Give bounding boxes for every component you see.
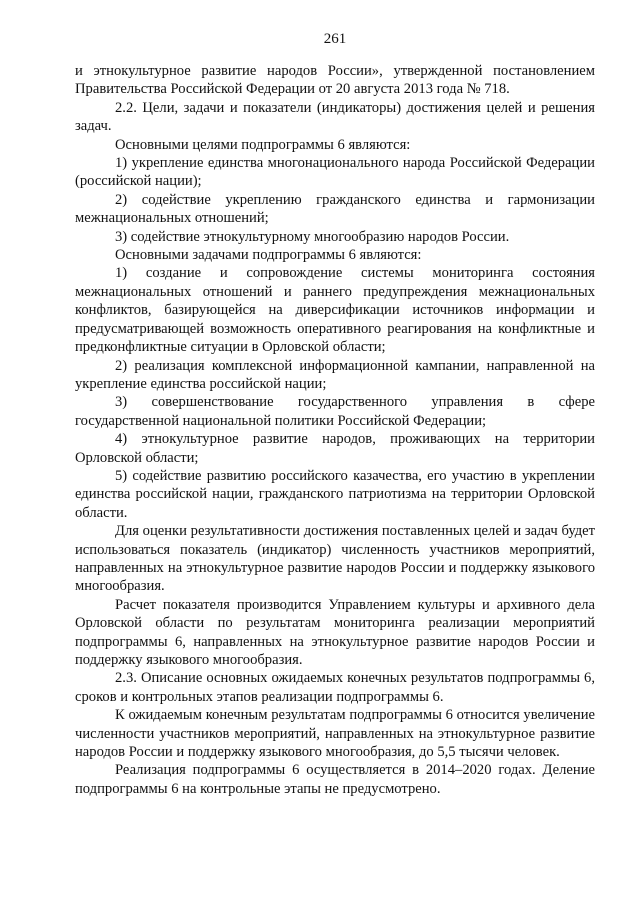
task-item-1: 1) создание и сопровождение системы мониторинга состояния межнациональных отношений и раннего предупреждения межнациональных конфликтов, базирующейся на диверсификации источников информации и предусматривающей возможность оперативного реагирования на конфликтные и предконфликтные ситуации в Орловской области; [75,265,595,356]
paragraph-calculation: Расчет показателя производится Управлением культуры и архивного дела Орловской области по результатам мониторинга реализации мероприятий подпрограммы 6, направленных на этнокультурное развитие народов России и поддержку языкового многообразия. [75,596,595,668]
goal-item-2: 2) содействие укреплению гражданского единства и гармонизации межнациональных отношений; [75,191,595,227]
page-number: 261 [323,31,347,47]
paragraph-continuation: и этнокультурное развитие народов России», утвержденной постановлением Правительства Российской Федерации от 20 августа 2013 года № 718. [75,63,595,98]
goal-item-1: 1) укрепление единства многонационального народа Российской Федерации (российской нации); [75,155,595,190]
task-item-2: 2) реализация комплексной информационной кампании, направленной на укрепление единства российской нации; [75,357,595,392]
task-item-4: 4) этнокультурное развитие народов, проживающих на территории Орловской области; [75,431,595,466]
paragraph-indicator: Для оценки результативности достижения поставленных целей и задач будет использоваться показатель (индикатор) численность участников мероприятий, направленных на этнокультурное развитие народов России и поддержку языкового многообразия. [75,523,595,595]
paragraph-expected-results: К ожидаемым конечным результатам подпрограммы 6 относится увеличение численности участников мероприятий, направленных на этнокультурное развитие народов России и поддержку языкового многообразия, до 5,5 тысячи человек. [75,707,595,761]
paragraph-tasks-intro: Основными задачами подпрограммы 6 являются: [115,247,422,264]
task-item-3: 3) совершенствование государственного управления в сфере государственной национальной политики Российской Федерации; [75,394,595,429]
task-item-5: 5) содействие развитию российского казачества, его участию в укреплении единства российской нации, гражданского патриотизма на территории Орловской области. [75,467,595,521]
paragraph-implementation: Реализация подпрограммы 6 осуществляется в 2014–2020 годах. Деление подпрограммы 6 на контрольные этапы не предусмотрено. [75,762,595,797]
section-heading-2-2: 2.2. Цели, задачи и показатели (индикаторы) достижения целей и решения задач. [75,99,595,135]
goal-item-3: 3) содействие этнокультурному многообразию народов России. [115,228,510,245]
section-heading-2-3: 2.3. Описание основных ожидаемых конечных результатов подпрограммы 6, сроков и контрольных этапов реализации подпрограммы 6. [75,670,595,705]
paragraph-goals-intro: Основными целями подпрограммы 6 являются: [115,136,411,153]
